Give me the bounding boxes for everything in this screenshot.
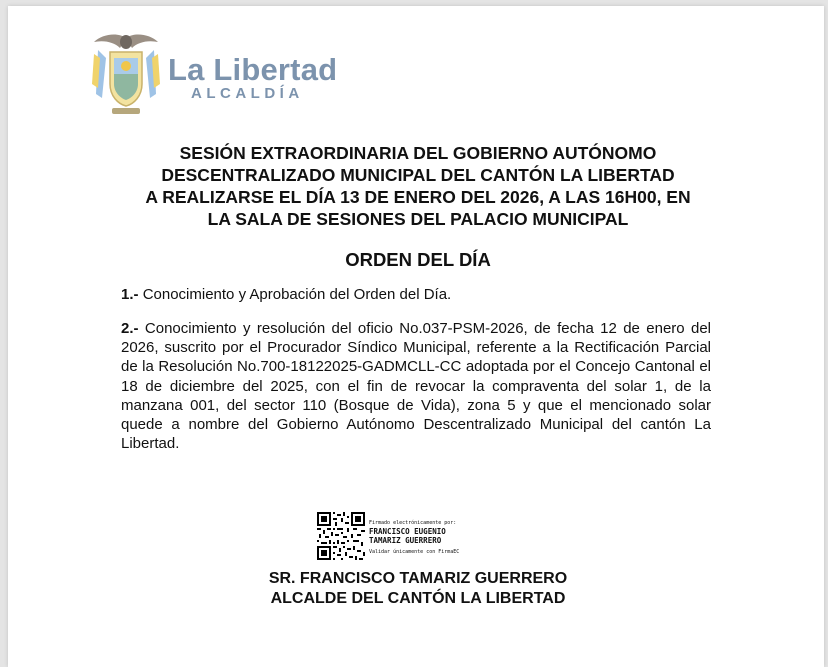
session-title	[68, 142, 768, 230]
signature-text	[369, 520, 459, 556]
agenda-item	[121, 285, 711, 304]
signer-position: ALCALDE DEL CANTÓN LA LIBERTAD	[270, 590, 566, 607]
signature-caption: Firmado electrónicamente por:	[369, 520, 457, 526]
qr-code-icon	[317, 512, 365, 560]
signer-name: SR. FRANCISCO TAMARIZ GUERRERO	[268, 570, 568, 587]
signature-name-line: TAMARIZ GUERRERO	[369, 536, 442, 545]
municipality-logo	[88, 28, 348, 128]
title-line: SESIÓN EXTRAORDINARIA DEL GOBIERNO AUTÓNOMO	[179, 143, 657, 163]
document-page	[8, 6, 824, 667]
logo-name: La Libertad	[168, 52, 338, 87]
coat-of-arms-icon	[88, 28, 164, 120]
title-line: DESCENTRALIZADO MUNICIPAL DEL CANTÓN LA LIBERTAD	[161, 165, 675, 185]
agenda-item-text: Conocimiento y Aprobación del Orden del Día.	[142, 286, 452, 303]
signature-footer: Validar únicamente con FirmaEC	[369, 549, 460, 555]
signer-block	[68, 569, 768, 609]
agenda-item-number: 1.-	[121, 286, 139, 303]
order-of-day-heading: ORDEN DEL DÍA	[345, 249, 491, 270]
title-line: A REALIZARSE EL DÍA 13 DE ENERO DEL 2026, A LAS 16H00, EN	[145, 187, 691, 207]
agenda-item-number: 2.-	[121, 320, 139, 337]
signature-name-line: FRANCISCO EUGENIO	[369, 527, 446, 536]
agenda-item-text: Conocimiento y resolución del oficio No.037-PSM-2026, de fecha 12 de enero del 2026, suscrito por el Procurador Síndico Municipal, referente a la Rectificación Parcial de la Resolución No.700-18122025-GADMCLL-CC adoptada por el Concejo Cantonal el 18 de diciembre del 2025, con el fin de revocar la compraventa del solar 1, de la manzana 001, del sector 110 (Bosque de Vida), zona 5 y que el mencionado solar quede a nombre del Gobierno Autónomo Descentralizado Municipal del cantón La Libertad.	[121, 320, 712, 453]
logo-subtitle: ALCALDÍA	[191, 85, 304, 102]
title-line: LA SALA DE SESIONES DEL PALACIO MUNICIPAL	[207, 209, 629, 229]
electronic-signature	[314, 508, 514, 564]
agenda-item	[121, 319, 711, 453]
